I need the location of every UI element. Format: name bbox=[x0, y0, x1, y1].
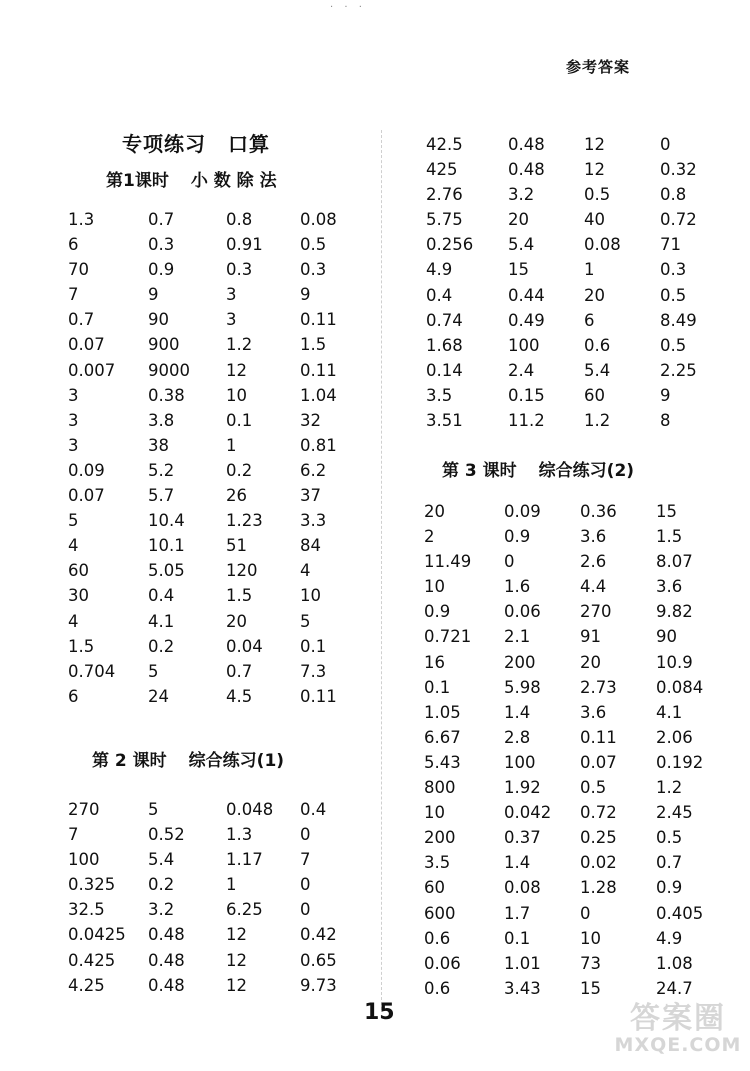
answer-value: 0.3 bbox=[660, 260, 687, 280]
answer-value: 3.43 bbox=[504, 978, 541, 998]
page-title-part2: 口算 bbox=[228, 132, 270, 156]
answer-value: 5.4 bbox=[584, 360, 611, 380]
answer-value: 0.5 bbox=[300, 235, 327, 255]
answer-value: 0.48 bbox=[148, 975, 185, 995]
answer-value: 4 bbox=[68, 536, 79, 556]
answer-value: 0.48 bbox=[508, 135, 545, 154]
answer-value: 3 bbox=[226, 285, 237, 305]
answer-value: 5.2 bbox=[148, 460, 175, 480]
answer-value: 12 bbox=[584, 160, 605, 180]
answer-value: 2.25 bbox=[660, 360, 697, 380]
answer-value: 1.08 bbox=[656, 953, 693, 973]
watermark-logo bbox=[612, 1001, 744, 1066]
answer-value: 0.42 bbox=[300, 925, 337, 945]
answer-value: 0.48 bbox=[508, 160, 545, 180]
answer-value: 2.76 bbox=[426, 185, 463, 205]
answer-value: 0 bbox=[300, 875, 311, 895]
answer-value: 12 bbox=[226, 975, 247, 995]
answer-value: 1.4 bbox=[504, 853, 531, 873]
answer-value: 0 bbox=[300, 825, 311, 845]
answer-value: 24 bbox=[148, 686, 169, 706]
answer-value: 9 bbox=[660, 385, 671, 405]
answer-value: 100 bbox=[508, 335, 540, 355]
answer-value: 0.007 bbox=[68, 360, 116, 380]
answer-value: 0.9 bbox=[148, 260, 175, 280]
answer-value: 5.05 bbox=[148, 561, 185, 581]
answer-value: 8.07 bbox=[656, 552, 693, 572]
answer-value: 20 bbox=[580, 652, 601, 672]
answer-value: 90 bbox=[656, 627, 677, 647]
answer-value: 0.06 bbox=[424, 953, 461, 973]
answer-value: 425 bbox=[426, 160, 458, 180]
answer-value: 2.4 bbox=[508, 360, 535, 380]
answer-value: 0.704 bbox=[68, 661, 116, 681]
answer-value: 1.4 bbox=[504, 702, 531, 722]
answer-value: 5.4 bbox=[148, 850, 175, 870]
answer-value: 0.425 bbox=[68, 950, 116, 970]
answer-value: 0.9 bbox=[504, 527, 531, 547]
answer-value: 3.3 bbox=[300, 511, 327, 531]
answer-value: 0.3 bbox=[300, 260, 327, 280]
answer-value: 0.11 bbox=[580, 727, 617, 747]
answer-value: 0.405 bbox=[656, 903, 704, 923]
answer-value: 800 bbox=[424, 778, 456, 798]
answer-value: 4.25 bbox=[68, 975, 105, 995]
answer-value: 0.721 bbox=[424, 627, 472, 647]
answer-value: 0 bbox=[660, 135, 671, 154]
answer-key-label: 参考答案 bbox=[566, 58, 631, 76]
answer-value: 0.4 bbox=[300, 800, 327, 819]
lesson1-prefix: 第1课时 bbox=[106, 171, 169, 191]
answer-value: 1.5 bbox=[226, 586, 253, 606]
answer-value: 2.8 bbox=[504, 727, 531, 747]
answer-value: 7 bbox=[68, 825, 79, 845]
answer-value: 15 bbox=[580, 978, 601, 998]
answer-value: 7 bbox=[300, 850, 311, 870]
answer-value: 11.2 bbox=[508, 411, 545, 431]
answer-value: 0 bbox=[300, 900, 311, 920]
answer-value: 0.5 bbox=[580, 778, 607, 798]
answer-value: 120 bbox=[226, 561, 258, 581]
answer-value: 0.1 bbox=[504, 928, 531, 948]
answer-value: 5.7 bbox=[148, 486, 175, 506]
answer-value: 6.2 bbox=[300, 460, 327, 480]
answer-value: 3.2 bbox=[508, 185, 535, 205]
answer-value: 0.8 bbox=[226, 210, 253, 229]
answer-value: 9 bbox=[300, 285, 311, 305]
answer-value: 0.08 bbox=[584, 235, 621, 255]
answer-value: 1.04 bbox=[300, 385, 337, 405]
answer-value: 0.48 bbox=[148, 925, 185, 945]
answer-value: 3.6 bbox=[580, 702, 607, 722]
answer-value: 0.02 bbox=[580, 853, 617, 873]
answer-value: 1 bbox=[584, 260, 595, 280]
answer-value: 0.52 bbox=[148, 825, 185, 845]
answer-value: 270 bbox=[68, 800, 100, 819]
answer-value: 0.11 bbox=[300, 360, 337, 380]
answer-value: 0.14 bbox=[426, 360, 463, 380]
lesson3-title bbox=[442, 456, 634, 481]
answer-value: 20 bbox=[508, 210, 529, 230]
answer-value: 0.5 bbox=[584, 185, 611, 205]
answer-value: 0.09 bbox=[68, 460, 105, 480]
answer-value: 6.67 bbox=[424, 727, 461, 747]
answer-value: 0.2 bbox=[226, 460, 253, 480]
answer-value: 0.81 bbox=[300, 435, 337, 455]
top-edge-marks: · · · bbox=[330, 2, 366, 13]
answer-value: 1.2 bbox=[226, 335, 253, 355]
page-title bbox=[122, 128, 270, 157]
answer-value: 32 bbox=[300, 410, 321, 430]
answer-value: 0.09 bbox=[504, 502, 541, 521]
column-divider bbox=[381, 130, 382, 1010]
answer-value: 32.5 bbox=[68, 900, 105, 920]
answer-value: 0.15 bbox=[508, 385, 545, 405]
lesson2-prefix: 第 2 课时 bbox=[92, 751, 167, 771]
watermark-text-top: 答案圈 bbox=[630, 1001, 726, 1036]
answer-value: 0.7 bbox=[656, 853, 683, 873]
answer-value: 4.1 bbox=[656, 702, 683, 722]
answer-value: 24.7 bbox=[656, 978, 693, 998]
answer-value: 1.68 bbox=[426, 335, 463, 355]
answer-value: 10 bbox=[300, 586, 321, 606]
answer-value: 0.06 bbox=[504, 602, 541, 622]
answer-value: 3.5 bbox=[424, 853, 451, 873]
answer-value: 60 bbox=[424, 878, 445, 898]
answer-value: 0.7 bbox=[226, 661, 253, 681]
answer-value: 0.4 bbox=[426, 285, 453, 305]
answer-value: 5.4 bbox=[508, 235, 535, 255]
answer-value: 0.1 bbox=[424, 677, 451, 697]
answer-value: 0.74 bbox=[426, 310, 463, 330]
answer-value: 12 bbox=[584, 135, 605, 154]
answer-value: 0.5 bbox=[660, 335, 687, 355]
answer-value: 10.1 bbox=[148, 536, 185, 556]
answer-value: 2 bbox=[424, 527, 435, 547]
answer-value: 4.9 bbox=[656, 928, 683, 948]
answer-value: 84 bbox=[300, 536, 321, 556]
answer-value: 4 bbox=[68, 611, 79, 631]
answer-value: 51 bbox=[226, 536, 247, 556]
answer-value: 4.1 bbox=[148, 611, 175, 631]
answer-value: 4.4 bbox=[580, 577, 607, 597]
answer-value: 0.72 bbox=[660, 210, 697, 230]
answer-value: 3.5 bbox=[426, 385, 453, 405]
answer-value: 0.07 bbox=[68, 335, 105, 355]
lesson2-name: 综合练习(1) bbox=[188, 751, 285, 771]
answer-value: 3.8 bbox=[148, 410, 175, 430]
answer-value: 7 bbox=[68, 285, 79, 305]
answer-value: 0.07 bbox=[580, 752, 617, 772]
answer-value: 8 bbox=[660, 411, 671, 431]
answer-value: 16 bbox=[424, 652, 445, 672]
answer-value: 0.37 bbox=[504, 828, 541, 848]
answer-value: 1.05 bbox=[424, 702, 461, 722]
answer-value: 1.92 bbox=[504, 778, 541, 798]
answer-value: 60 bbox=[68, 561, 89, 581]
answer-value: 4.5 bbox=[226, 686, 253, 706]
answer-value: 40 bbox=[584, 210, 605, 230]
lesson3-name: 综合练习(2) bbox=[538, 461, 635, 481]
answer-value: 0.08 bbox=[300, 210, 337, 229]
answer-value: 270 bbox=[580, 602, 612, 622]
answer-value: 0.192 bbox=[656, 752, 704, 772]
answer-value: 100 bbox=[504, 752, 536, 772]
answer-value: 3.51 bbox=[426, 411, 463, 431]
answer-value: 12 bbox=[226, 925, 247, 945]
answer-value: 0.11 bbox=[300, 310, 337, 330]
lesson3-prefix: 第 3 课时 bbox=[442, 461, 517, 481]
answer-value: 0 bbox=[580, 903, 591, 923]
answer-value: 0.6 bbox=[424, 928, 451, 948]
answer-value: 1.5 bbox=[68, 636, 95, 656]
answer-value: 70 bbox=[68, 260, 89, 280]
answer-value: 10.9 bbox=[656, 652, 693, 672]
answer-value: 3 bbox=[226, 310, 237, 330]
answer-value: 0.1 bbox=[226, 410, 253, 430]
answer-value: 6 bbox=[68, 235, 79, 255]
answer-value: 1.5 bbox=[300, 335, 327, 355]
answer-value: 0.65 bbox=[300, 950, 337, 970]
answer-value: 0.4 bbox=[148, 586, 175, 606]
answer-value: 1.28 bbox=[580, 878, 617, 898]
answer-value: 0.1 bbox=[300, 636, 327, 656]
answer-value: 5.75 bbox=[426, 210, 463, 230]
answer-value: 0.48 bbox=[148, 950, 185, 970]
answer-value: 1.2 bbox=[656, 778, 683, 798]
lesson1-title bbox=[106, 166, 277, 191]
answer-value: 0.6 bbox=[584, 335, 611, 355]
answer-value: 0.36 bbox=[580, 502, 617, 521]
answer-value: 5 bbox=[68, 511, 79, 531]
answer-value: 1.3 bbox=[68, 210, 95, 229]
answer-value: 1.5 bbox=[656, 527, 683, 547]
answer-value: 9 bbox=[148, 285, 159, 305]
answer-value: 0.72 bbox=[580, 803, 617, 823]
answer-value: 6 bbox=[68, 686, 79, 706]
answer-value: 0.5 bbox=[656, 828, 683, 848]
answer-value: 4.9 bbox=[426, 260, 453, 280]
answer-value: 90 bbox=[148, 310, 169, 330]
answer-value: 1.17 bbox=[226, 850, 263, 870]
answer-value: 10.4 bbox=[148, 511, 185, 531]
answer-value: 3 bbox=[68, 385, 79, 405]
answer-value: 0.9 bbox=[656, 878, 683, 898]
answer-value: 0.5 bbox=[660, 285, 687, 305]
answer-value: 8.49 bbox=[660, 310, 697, 330]
answer-value: 60 bbox=[584, 385, 605, 405]
answer-value: 9000 bbox=[148, 360, 190, 380]
answer-value: 200 bbox=[424, 828, 456, 848]
answer-value: 0.44 bbox=[508, 285, 545, 305]
answer-value: 0.32 bbox=[660, 160, 697, 180]
answer-value: 0.2 bbox=[148, 875, 175, 895]
answer-value: 10 bbox=[424, 803, 445, 823]
answer-value: 3.6 bbox=[656, 577, 683, 597]
answer-value: 20 bbox=[424, 502, 445, 521]
answer-value: 1 bbox=[226, 435, 237, 455]
answer-value: 20 bbox=[584, 285, 605, 305]
answer-value: 9.73 bbox=[300, 975, 337, 995]
answer-value: 73 bbox=[580, 953, 601, 973]
answer-value: 5.43 bbox=[424, 752, 461, 772]
answer-value: 5.98 bbox=[504, 677, 541, 697]
watermark-text-bottom: MXQE.COM bbox=[614, 1034, 742, 1056]
answer-value: 37 bbox=[300, 486, 321, 506]
answer-value: 100 bbox=[68, 850, 100, 870]
answer-value: 6 bbox=[584, 310, 595, 330]
answer-value: 3 bbox=[68, 410, 79, 430]
answer-value: 0.256 bbox=[426, 235, 474, 255]
answer-value: 2.73 bbox=[580, 677, 617, 697]
answer-value: 4 bbox=[300, 561, 311, 581]
answer-value: 200 bbox=[504, 652, 536, 672]
answer-value: 3.2 bbox=[148, 900, 175, 920]
lesson2-title bbox=[92, 746, 284, 771]
answer-value: 0.3 bbox=[226, 260, 253, 280]
answer-value: 0.0425 bbox=[68, 925, 126, 945]
answer-value: 10 bbox=[424, 577, 445, 597]
answer-value: 0.7 bbox=[68, 310, 95, 330]
answer-value: 30 bbox=[68, 586, 89, 606]
answer-value: 20 bbox=[226, 611, 247, 631]
answer-value: 0.08 bbox=[504, 878, 541, 898]
answer-value: 1.2 bbox=[584, 411, 611, 431]
answer-value: 1.6 bbox=[504, 577, 531, 597]
answer-value: 1.7 bbox=[504, 903, 531, 923]
answer-value: 0.6 bbox=[424, 978, 451, 998]
answer-value: 3.6 bbox=[580, 527, 607, 547]
answer-value: 11.49 bbox=[424, 552, 472, 572]
answer-value: 0.7 bbox=[148, 210, 175, 229]
answer-value: 2.1 bbox=[504, 627, 531, 647]
answer-value: 5 bbox=[148, 661, 159, 681]
page-title-part1: 专项练习 bbox=[122, 132, 206, 156]
answer-value: 0.11 bbox=[300, 686, 337, 706]
answer-value: 12 bbox=[226, 360, 247, 380]
page-number: 15 bbox=[364, 1000, 395, 1025]
answer-value: 900 bbox=[148, 335, 180, 355]
answer-value: 10 bbox=[226, 385, 247, 405]
answer-value: 12 bbox=[226, 950, 247, 970]
answer-value: 0.042 bbox=[504, 803, 552, 823]
answer-value: 3 bbox=[68, 435, 79, 455]
answer-value: 2.06 bbox=[656, 727, 693, 747]
answer-value: 0.07 bbox=[68, 486, 105, 506]
answer-value: 26 bbox=[226, 486, 247, 506]
answer-value: 2.45 bbox=[656, 803, 693, 823]
answer-value: 5 bbox=[300, 611, 311, 631]
answer-value: 1 bbox=[226, 875, 237, 895]
answer-value: 0.25 bbox=[580, 828, 617, 848]
answer-value: 0.49 bbox=[508, 310, 545, 330]
answer-value: 600 bbox=[424, 903, 456, 923]
answer-value: 0.38 bbox=[148, 385, 185, 405]
lesson1-name: 小 数 除 法 bbox=[190, 171, 277, 191]
answer-value: 0 bbox=[504, 552, 515, 572]
answer-value: 0.325 bbox=[68, 875, 116, 895]
answer-value: 0.8 bbox=[660, 185, 687, 205]
answer-value: 0.04 bbox=[226, 636, 263, 656]
answer-value: 0.9 bbox=[424, 602, 451, 622]
answer-value: 1.3 bbox=[226, 825, 253, 845]
answer-value: 42.5 bbox=[426, 135, 463, 154]
answer-value: 1.23 bbox=[226, 511, 263, 531]
answer-value: 0.2 bbox=[148, 636, 175, 656]
answer-value: 7.3 bbox=[300, 661, 327, 681]
answer-value: 0.3 bbox=[148, 235, 175, 255]
answer-value: 91 bbox=[580, 627, 601, 647]
answer-value: 6.25 bbox=[226, 900, 263, 920]
answer-value: 0.91 bbox=[226, 235, 263, 255]
answer-value: 1.01 bbox=[504, 953, 541, 973]
answer-value: 10 bbox=[580, 928, 601, 948]
answer-value: 38 bbox=[148, 435, 169, 455]
answer-value: 71 bbox=[660, 235, 681, 255]
answer-value: 5 bbox=[148, 800, 159, 819]
answer-value: 0.048 bbox=[226, 800, 274, 819]
answer-value: 15 bbox=[656, 502, 677, 521]
answer-value: 0.084 bbox=[656, 677, 704, 697]
answer-value: 2.6 bbox=[580, 552, 607, 572]
answer-value: 15 bbox=[508, 260, 529, 280]
answer-value: 9.82 bbox=[656, 602, 693, 622]
